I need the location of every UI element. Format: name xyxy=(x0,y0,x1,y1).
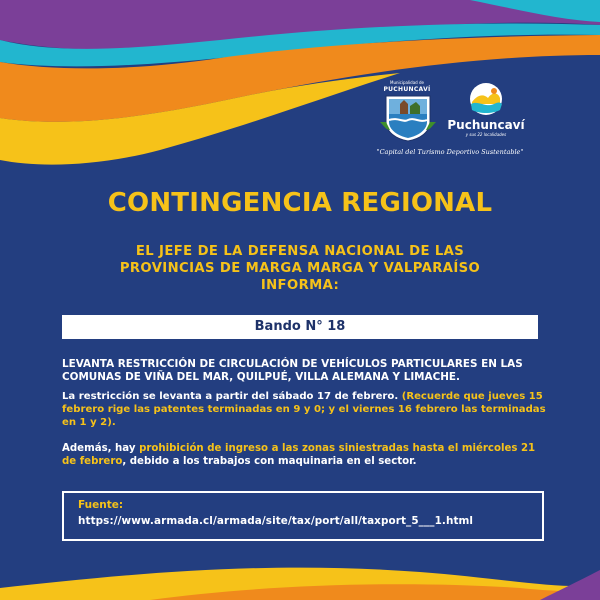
municipality-name: PUCHUNCAVÍ xyxy=(383,86,431,93)
restriction-announcement: LEVANTA RESTRICCIÓN DE CIRCULACIÓN DE VEHÍCULOS PARTICULARES EN LAS COMUNAS DE VIÑA DEL MAR, QUILPUÉ, VILLA ALEMANA Y LIMACHE. xyxy=(62,358,523,383)
restriction-reminder-text: (Recuerde que jueves 15 febrero rige las patentes terminadas en 9 y 0; y el viernes 16 febrero las terminadas en 1 y 2). xyxy=(62,391,546,428)
brand-emblem-icon xyxy=(436,80,536,118)
municipality-label: Municipalidad de xyxy=(390,80,424,85)
bando-banner: Bando N° 18 xyxy=(62,315,538,339)
page-title: CONTINGENCIA REGIONAL xyxy=(107,188,493,218)
tagline: "Capital del Turismo Deportivo Sustentable" xyxy=(376,148,524,156)
restriction-details xyxy=(62,390,548,429)
brand-name: Puchuncaví xyxy=(447,118,525,132)
brand-logo xyxy=(436,80,536,137)
subtitle xyxy=(70,243,530,294)
source-link[interactable]: https://www.armada.cl/armada/site/tax/port/all/taxport_5___1.html xyxy=(78,515,474,527)
prohibition-intro: Además, hay xyxy=(62,443,136,454)
subtitle-line-2: PROVINCIAS DE MARGA MARGA Y VALPARAÍSO xyxy=(119,261,481,276)
prohibition-reason: , debido a los trabajos con maquinaria en el sector. xyxy=(122,456,417,467)
subtitle-line-3: INFORMA: xyxy=(260,278,340,293)
source-box xyxy=(62,491,544,541)
brand-subtitle: y sus 22 localidades xyxy=(465,132,507,137)
source-label: Fuente: xyxy=(78,499,124,511)
prohibition-highlight: prohibición de ingreso a las zonas siniestradas hasta el miércoles 21 de febrero xyxy=(62,443,536,467)
municipal-crest-icon xyxy=(380,92,436,142)
restriction-date-text: La restricción se levanta a partir del sábado 17 de febrero. xyxy=(62,391,399,402)
subtitle-line-1: EL JEFE DE LA DEFENSA NACIONAL DE LAS xyxy=(135,244,465,259)
prohibition-notice xyxy=(62,442,548,468)
